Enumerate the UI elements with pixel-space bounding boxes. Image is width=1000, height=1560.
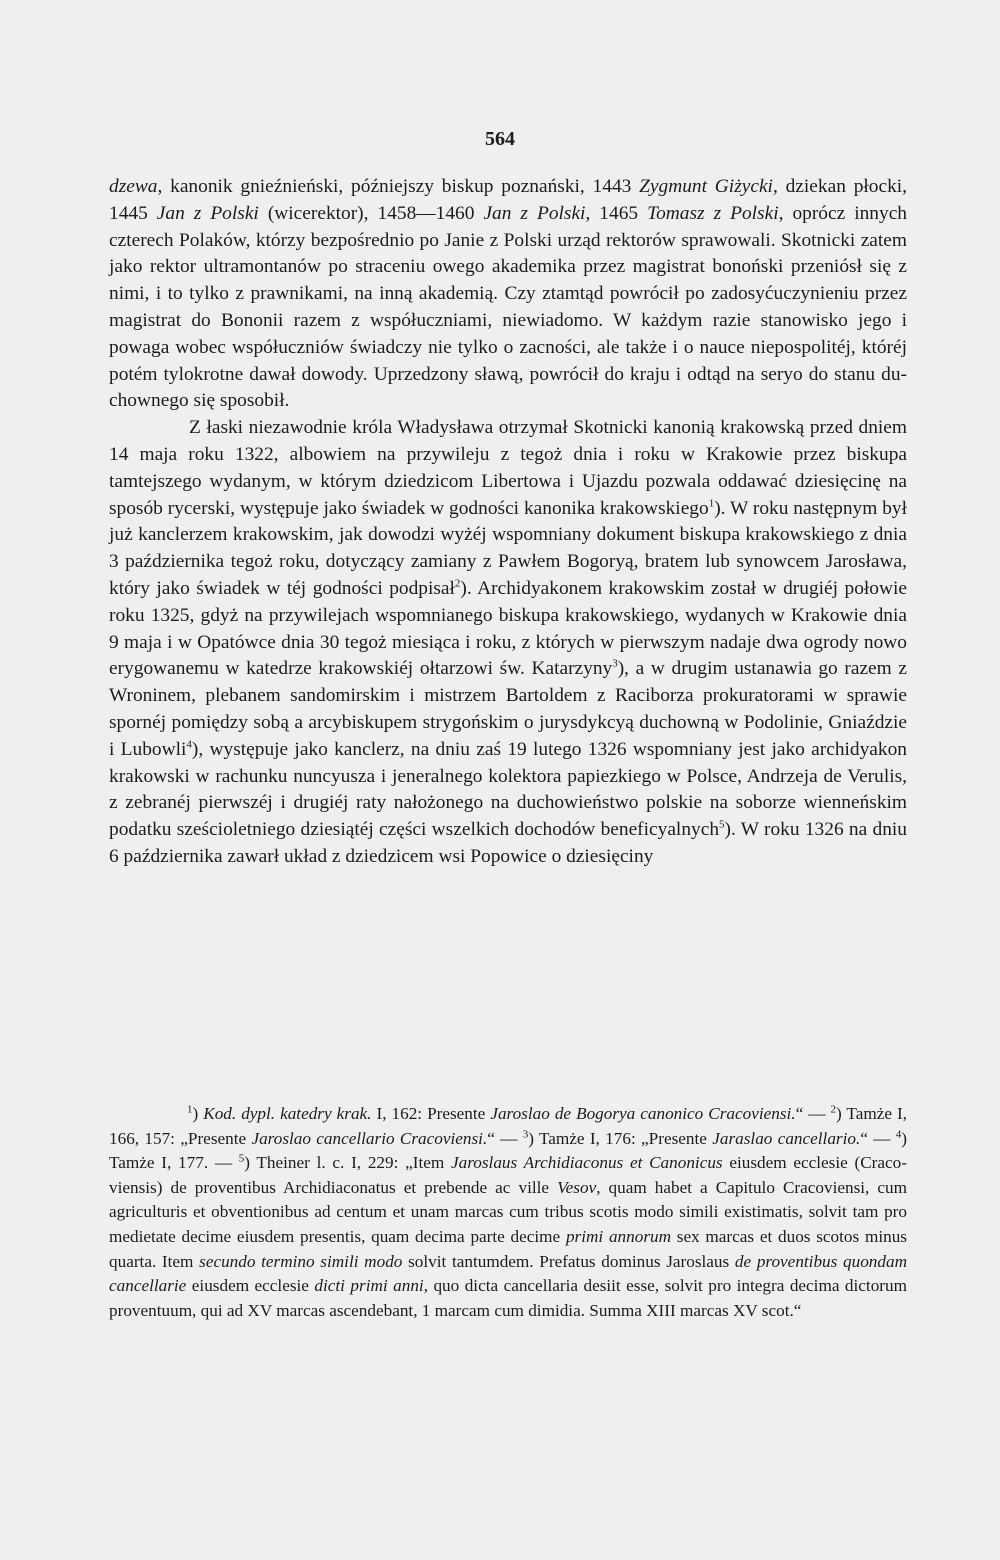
italic-run: primi annorum [565, 1226, 672, 1246]
text-run: “ — [487, 1128, 523, 1148]
footnote-marker: 5 [719, 818, 725, 831]
italic-run: Kod. dypl. katedry krak. [203, 1104, 372, 1123]
footnote-marker: 1 [187, 1103, 193, 1116]
text-run: (wicerektor), 1458—1460 [258, 202, 484, 224]
footnote-marker: 3 [522, 1127, 529, 1140]
text-run: ) Tamże I, 166, 157: „Presente [109, 1104, 907, 1148]
italic-run: dicti primi anni [314, 1276, 424, 1296]
main-text [109, 174, 907, 871]
footnote-marker: 1 [708, 497, 715, 510]
text-run: eiusdem ecclesie (Cracoviensis) de proventibus Archidiaconatus et prebende ac ville [109, 1153, 907, 1197]
footnote-marker: 3 [612, 657, 618, 670]
italic-run: Zygmunt Giżycki [639, 176, 773, 197]
italic-run: Jan z Polski [156, 202, 259, 224]
italic-run: Tomasz z Polski [647, 202, 779, 224]
text-run: ). W roku 1326 na dniu 6 października zawarł układ z dziedzicem wsi Popowice o dziesięciny [109, 819, 908, 867]
text-run: ), występuje jako kanclerz, na dniu zaś 19 lutego 1326 wspomniany jest jako archidyakon krakowski w rachunku nuncyusza i jeneralnego kolektora papiezkiego w Polsce, Andrzeja de Verulis, z zebranéj pierwszéj i drugiéj raty nałożonego na duchowieństwo polskie na soborze wienneńskim podatku sześcioletniego dziesiątéj części wszelkich dochodów beneficyalnych [109, 738, 908, 841]
footnotes [109, 1102, 907, 1323]
footnote-marker: 2 [454, 577, 461, 590]
text-run: ) Tamże I, 176: „Presente [528, 1128, 713, 1148]
text-run: ) Tamże I, 177. — [109, 1128, 907, 1173]
paragraph-1 [109, 174, 907, 415]
text-run: , quam habet a Capitulo Cracoviensi, cum agriculturis et obventionibus ad centum et unam marcas cum tribus scotis modo simili existimatis, solvit tam pro medietate decime eiusdem presentis, quam decima parte decime [109, 1177, 907, 1246]
text-run: eiusdem ecclesie [186, 1276, 315, 1296]
text-run: , 1465 [585, 202, 648, 224]
italic-run: Jaroslaus Archidiaconus et Canonicus [450, 1153, 723, 1173]
page-number: 564 [485, 128, 515, 150]
text-run: , oprócz innych czterech Polaków, którzy bezpośrednio po Janie z Polski urząd rektorów sprawowali. Skotnicki zatem jako rektor ultramontanów po straceniu owego akademika przez magistrat bonoński przeniósł się z nimi, i to tylko z prawnikami, na inną akademią. Czy ztamtąd powrócił po zadosyćuczynieniu przez magistrat do Bononii razem z współuczniami, niewiadomo. W każdym razie stanowisko jego i powaga wobec współuczniów świadczy nie tylko o zacności, ale także i o nauce niepospolitéj, któréj potém tylokrotne dawał dowody. Uprzedzony sławą, powrócił do kraju i odtąd na seryo do stanu duchownego się sposobił. [109, 202, 907, 412]
text-run: sex marcas et duos scotos minus quarta. Item [109, 1226, 907, 1271]
text-run: , dziekan płocki, 1445 [109, 176, 908, 224]
text-run: solvit tantumdem. Prefatus dominus Jaroslaus [402, 1251, 735, 1271]
text-run: Z łaski niezawodnie króla Władysława otrzymał Skotnicki kanonią krakowską przed dniem 14 maja roku 1322, albowiem na przywileju z tegoż dnia i roku w Krakowie przez biskupa tamtejszego wydanym, w którym dziedzicom Libertowa i Ujazdu pozwala oddawać dziesięcinę na sposób rycerski, występuje jako świadek w godności kanonika krakowskiego [109, 417, 907, 519]
footnotes-text [109, 1102, 907, 1323]
italic-run: de proventibus quondam cancellarie [109, 1251, 907, 1296]
italic-run: dzewa [109, 176, 158, 197]
text-run: “ — [795, 1104, 831, 1123]
italic-run: Jaraslao cancellario. [712, 1128, 861, 1148]
footnote-marker: 2 [830, 1103, 836, 1116]
text-run: , kanonik gnieźnieński, późniejszy biskup poznański, 1443 [157, 176, 640, 197]
italic-run: Vesov [557, 1177, 597, 1197]
text-run: ). W roku następnym był już kanclerzem krakowskim, jak dowodzi wyżéj wspomniany dokument biskupa krakowskiego z dnia 3 października tegoż roku, dotyczący zamiany z Pawłem Bogoryą, bratem lub synowcem Jarosława, który jako świadek w téj godności podpisał [109, 497, 907, 599]
text-run: ) Theiner l. c. I, 229: „Item [244, 1153, 451, 1173]
paragraph-2 [109, 415, 907, 871]
footnote-marker: 4 [186, 738, 192, 751]
italic-run: secundo termino simili modo [199, 1251, 403, 1271]
text-run: , quo dicta cancellaria desiit esse, solvit pro integra decima dictorum proventuum, qui ad XV marcas ascendebant, 1 marcam cum dimidia. Summa XIII marcas XV scot.“ [109, 1276, 907, 1320]
italic-run: Jaroslao de Bogorya canonico Cracoviensi. [490, 1104, 796, 1123]
italic-run: Jan z Polski [483, 202, 586, 224]
text-run: I, 162: Presente [371, 1104, 491, 1123]
text-run: “ — [860, 1128, 896, 1148]
footnote-marker: 4 [895, 1127, 902, 1140]
text-run: ), a w drugim ustanawia go razem z Wroninem, plebanem sandomirskim i mistrzem Bartoldem z Raciborza prokuratorami w sprawie spornéj pomiędzy sobą a arcybiskupem strygońskim o jurysdykcyą duchowną w Podolinie, Gniaździe i Lubowli [109, 658, 907, 760]
footnote-marker: 5 [238, 1152, 245, 1165]
italic-run: Jaroslao cancellario Cracoviensi. [251, 1128, 488, 1148]
text-run: ). Archidyakonem krakowskim został w drugiéj połowie roku 1325, gdyż na przywilejach wspomnianego biskupa krakowskiego, wydanych w Krakowie dnia 9 maja i w Opatówce dnia 30 tegoż miesiąca i roku, z których w pierwszym nadaje dwa ogrody nowo erygowanemu w katedrze krakowskiéj ołtarzowi św. Katarzyny [109, 577, 907, 680]
text-run: ) [192, 1104, 204, 1123]
